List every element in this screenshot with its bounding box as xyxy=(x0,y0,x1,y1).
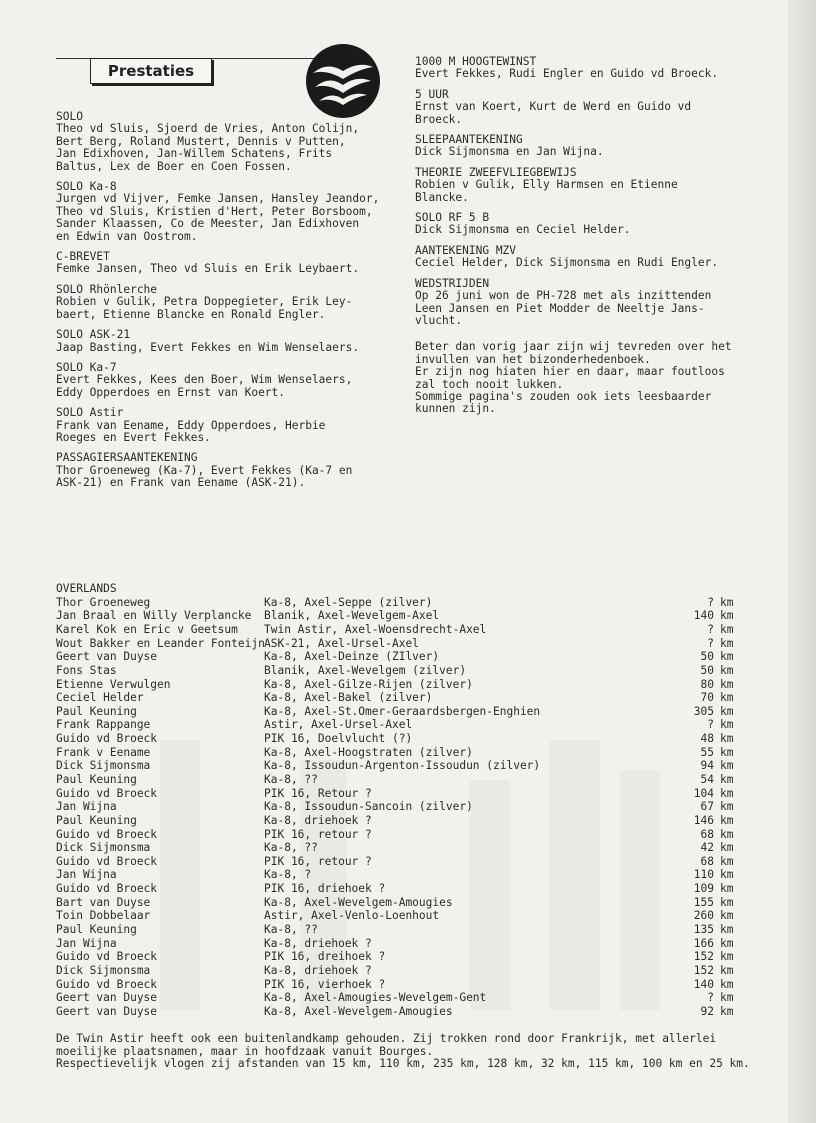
section-solo-rf5b xyxy=(415,212,760,237)
section-text: Jurgen vd Vijver, Femke Jansen, Hansley Jeandor, Theo vd Sluis, Kristien d'Hert, Peter Borsboom, Sander Klaassen, Co de Meester, Jan Edixhoven en Edwin van Oostrom. xyxy=(56,192,380,243)
distance-unit: km xyxy=(720,1004,734,1018)
distance-unit: km xyxy=(720,663,734,677)
table-row xyxy=(56,950,756,964)
flight-distance: 68 xyxy=(700,854,714,868)
table-row xyxy=(56,664,756,678)
pilot-name: Guido vd Broeck xyxy=(56,882,158,896)
pilot-name: Guido vd Broeck xyxy=(56,854,158,868)
section-heading: THEORIE ZWEEFVLIEGBEWIJS xyxy=(415,165,577,179)
table-row xyxy=(56,964,756,978)
flight-distance: 152 xyxy=(693,950,714,964)
distance-unit: km xyxy=(720,595,734,609)
flight-route: Ka-8, Axel-Seppe (zilver) xyxy=(264,595,433,609)
distance-unit: km xyxy=(720,786,734,800)
distance-unit: km xyxy=(720,813,734,827)
distance-unit: km xyxy=(720,677,734,691)
flight-route: Twin Astir, Axel-Woensdrecht-Axel xyxy=(264,622,487,636)
flight-distance: 42 xyxy=(700,841,714,855)
section-passagiersaantekening xyxy=(56,452,406,489)
flight-route: Ka-8, Issoudun-Argenton-Issoudun (zilver) xyxy=(264,759,541,773)
section-solo xyxy=(56,111,406,173)
table-row xyxy=(56,732,756,746)
distance-unit: km xyxy=(720,841,734,855)
flight-route: Ka-8, Axel-Wevelgem-Amougies xyxy=(264,1004,453,1018)
distance-unit: km xyxy=(720,650,734,664)
flight-distance: 155 xyxy=(693,895,714,909)
distance-unit: km xyxy=(720,609,734,623)
section-text: Evert Fekkes, Kees den Boer, Wim Wenselaers, Eddy Opperdoes en Ernst van Koert. xyxy=(56,373,353,399)
section-c-brevet xyxy=(56,251,406,276)
section-text: Femke Jansen, Theo vd Sluis en Erik Leybaert. xyxy=(56,262,360,276)
distance-unit: km xyxy=(720,991,734,1005)
distance-unit: km xyxy=(720,772,734,786)
flight-distance: 55 xyxy=(700,745,714,759)
table-row xyxy=(56,855,756,869)
table-row xyxy=(56,596,756,610)
pilot-name: Paul Keuning xyxy=(56,923,137,937)
distance-unit: km xyxy=(720,759,734,773)
pilot-name: Bart van Duyse xyxy=(56,895,151,909)
section-mzv xyxy=(415,245,760,270)
distance-unit: km xyxy=(720,704,734,718)
left-column xyxy=(56,111,406,498)
pilot-name: Guido vd Broeck xyxy=(56,732,158,746)
flight-route: Astir, Axel-Ursel-Axel xyxy=(264,718,413,732)
right-column xyxy=(415,56,760,416)
section-heading: AANTEKENING MZV xyxy=(415,243,517,257)
flight-route: Ka-8, Axel-Amougies-Wevelgem-Gent xyxy=(264,991,487,1005)
pilot-name: Paul Keuning xyxy=(56,704,137,718)
flight-route: Ka-8, ? xyxy=(264,868,312,882)
paragraph-line: invullen van het bizonderhedenboek. xyxy=(415,352,651,366)
section-text: Ceciel Helder, Dick Sijmonsma en Rudi Engler. xyxy=(415,256,719,270)
table-row xyxy=(56,1005,756,1019)
flight-route: Astir, Axel-Venlo-Loenhout xyxy=(264,909,440,923)
table-row xyxy=(56,841,756,855)
section-heading: SOLO ASK-21 xyxy=(56,328,131,342)
distance-unit: km xyxy=(720,977,734,991)
flight-route: Blanik, Axel-Wevelgem-Axel xyxy=(264,609,440,623)
flight-distance: 92 xyxy=(700,1004,714,1018)
paragraph-line: Beter dan vorig jaar zijn wij tevreden over het xyxy=(415,340,732,354)
distance-unit: km xyxy=(720,622,734,636)
distance-unit: km xyxy=(720,854,734,868)
pilot-name: Etienne Verwulgen xyxy=(56,677,171,691)
distance-unit: km xyxy=(720,800,734,814)
table-row xyxy=(56,868,756,882)
flight-distance: 50 xyxy=(700,650,714,664)
section-solo-rhonlerche xyxy=(56,284,406,321)
flight-route: Ka-8, ?? xyxy=(264,923,318,937)
section-title-tab: Prestaties xyxy=(90,58,212,84)
flight-distance: ? xyxy=(707,718,714,732)
flight-distance: 48 xyxy=(700,732,714,746)
pilot-name: Jan Wijna xyxy=(56,936,117,950)
section-heading: SOLO Ka-7 xyxy=(56,360,117,374)
flight-route: PIK 16, Doelvlucht (?) xyxy=(264,732,413,746)
footer-line: moeilijke plaatsnamen, maar in hoofdzaak vanuit Bourges. xyxy=(56,1044,434,1058)
pilot-name: Guido vd Broeck xyxy=(56,950,158,964)
section-solo-ka7 xyxy=(56,362,406,399)
section-heading: WEDSTRIJDEN xyxy=(415,276,490,290)
section-text: Jaap Basting, Evert Fekkes en Wim Wenselaers. xyxy=(56,340,360,354)
distance-unit: km xyxy=(720,691,734,705)
section-text: Ernst van Koert, Kurt de Werd en Guido vd Broeck. xyxy=(415,100,692,126)
distance-unit: km xyxy=(720,745,734,759)
flight-distance: 50 xyxy=(700,663,714,677)
section-solo-astir xyxy=(56,407,406,444)
distance-unit: km xyxy=(720,909,734,923)
table-row xyxy=(56,978,756,992)
flight-route: Ka-8, Axel-St.Omer-Geraardsbergen-Enghien xyxy=(264,704,541,718)
distance-unit: km xyxy=(720,936,734,950)
table-row xyxy=(56,773,756,787)
pilot-name: Dick Sijmonsma xyxy=(56,759,151,773)
distance-unit: km xyxy=(720,827,734,841)
section-solo-ask21 xyxy=(56,329,406,354)
distance-unit: km xyxy=(720,950,734,964)
pilot-name: Jan Braal en Willy Verplancke xyxy=(56,609,252,623)
pilot-name: Frank Rappange xyxy=(56,718,151,732)
section-heading: SOLO Ka-8 xyxy=(56,180,117,194)
flight-route: Ka-8, driehoek ? xyxy=(264,813,372,827)
section-heading: PASSAGIERSAANTEKENING xyxy=(56,451,198,465)
paragraph-line: Er zijn nog hiaten hier en daar, maar foutloos xyxy=(415,365,725,379)
pilot-name: Thor Groeneweg xyxy=(56,595,151,609)
table-row xyxy=(56,650,756,664)
table-row xyxy=(56,882,756,896)
distance-unit: km xyxy=(720,732,734,746)
section-text: Robien v Gulik, Elly Harmsen en Etienne Blancke. xyxy=(415,178,678,204)
table-row xyxy=(56,718,756,732)
pilot-name: Guido vd Broeck xyxy=(56,977,158,991)
paragraph-line: zal toch nooit lukken. xyxy=(415,377,564,391)
flight-distance: 140 xyxy=(693,977,714,991)
pilot-name: Jan Wijna xyxy=(56,868,117,882)
table-row xyxy=(56,678,756,692)
pilot-name: Geert van Duyse xyxy=(56,991,158,1005)
table-row xyxy=(56,909,756,923)
pilot-name: Toin Dobbelaar xyxy=(56,909,151,923)
overlands-rows xyxy=(56,596,756,1019)
distance-unit: km xyxy=(720,718,734,732)
flight-route: Ka-8, Issoudun-Sancoin (zilver) xyxy=(264,800,473,814)
flight-route: Ka-8, Axel-Hoogstraten (zilver) xyxy=(264,745,473,759)
flight-distance: 80 xyxy=(700,677,714,691)
flight-route: Blanik, Axel-Wevelgem (zilver) xyxy=(264,663,467,677)
section-heading: SLEEPAANTEKENING xyxy=(415,133,523,147)
section-5-uur xyxy=(415,89,760,126)
flight-route: Ka-8, ?? xyxy=(264,772,318,786)
distance-unit: km xyxy=(720,636,734,650)
flight-distance: ? xyxy=(707,622,714,636)
page-edge xyxy=(788,0,816,1123)
flight-distance: 68 xyxy=(700,827,714,841)
pilot-name: Geert van Duyse xyxy=(56,1004,158,1018)
flight-distance: 104 xyxy=(693,786,714,800)
flight-distance: 305 xyxy=(693,704,714,718)
section-text: Theo vd Sluis, Sjoerd de Vries, Anton Colijn, Bert Berg, Roland Mustert, Dennis v Putten, Jan Edixhoven, Jan-Willem Schatens, Frits Baltus, Lex de Boer en Coen Fossen. xyxy=(56,122,360,173)
table-row xyxy=(56,991,756,1005)
table-row xyxy=(56,814,756,828)
flight-route: Ka-8, Axel-Gilze-Rijen (zilver) xyxy=(264,677,473,691)
table-row xyxy=(56,691,756,705)
section-solo-ka8 xyxy=(56,181,406,243)
flight-distance: 135 xyxy=(693,923,714,937)
table-row xyxy=(56,937,756,951)
flight-distance: 260 xyxy=(693,909,714,923)
table-row xyxy=(56,923,756,937)
flight-distance: 54 xyxy=(700,772,714,786)
table-row xyxy=(56,609,756,623)
overlands-table xyxy=(56,582,756,1019)
section-text: Frank van Eename, Eddy Opperdoes, Herbie Roeges en Evert Fekkes. xyxy=(56,418,326,444)
section-wedstrijden xyxy=(415,278,760,328)
pilot-name: Jan Wijna xyxy=(56,800,117,814)
flight-distance: 109 xyxy=(693,882,714,896)
distance-unit: km xyxy=(720,868,734,882)
overlands-heading: OVERLANDS xyxy=(56,582,117,595)
table-row xyxy=(56,828,756,842)
flight-distance: ? xyxy=(707,991,714,1005)
section-sleepaantekening xyxy=(415,134,760,159)
section-heading: SOLO RF 5 B xyxy=(415,211,490,225)
section-text: Evert Fekkes, Rudi Engler en Guido vd Broeck. xyxy=(415,67,719,81)
flight-route: PIK 16, dreihoek ? xyxy=(264,950,386,964)
pilot-name: Ceciel Helder xyxy=(56,691,144,705)
pilot-name: Frank v Eename xyxy=(56,745,151,759)
flight-distance: ? xyxy=(707,636,714,650)
section-heading: 1000 M HOOGTEWINST xyxy=(415,55,537,68)
flight-route: PIK 16, retour ? xyxy=(264,827,372,841)
section-text: Thor Groeneweg (Ka-7), Evert Fekkes (Ka-7 en ASK-21) en Frank van Eename (ASK-21). xyxy=(56,463,353,490)
section-text: Op 26 juni won de PH-728 met als inzittenden Leen Jansen en Piet Modder de Neeltje Jans- vlucht. xyxy=(415,289,712,327)
table-row xyxy=(56,787,756,801)
flight-route: ASK-21, Axel-Ursel-Axel xyxy=(264,636,419,650)
pilot-name: Karel Kok en Eric v Geetsum xyxy=(56,622,238,636)
pilot-name: Paul Keuning xyxy=(56,813,137,827)
flight-route: Ka-8, driehoek ? xyxy=(264,936,372,950)
pilot-name: Wout Bakker en Leander Fonteijn xyxy=(56,636,265,650)
flight-distance: 70 xyxy=(700,691,714,705)
section-heading: SOLO Astir xyxy=(56,406,124,420)
table-row xyxy=(56,637,756,651)
flight-distance: 110 xyxy=(693,868,714,882)
pilot-name: Geert van Duyse xyxy=(56,650,158,664)
pilot-name: Fons Stas xyxy=(56,663,117,677)
section-heading: C-BREVET xyxy=(56,250,110,264)
table-row xyxy=(56,759,756,773)
flight-distance: 146 xyxy=(693,813,714,827)
flight-distance: 140 xyxy=(693,609,714,623)
section-heading: 5 UUR xyxy=(415,87,449,101)
footer-line: De Twin Astir heeft ook een buitenlandkamp gehouden. Zij trokken rond door Frankrijk, met allerlei xyxy=(56,1032,717,1045)
pilot-name: Guido vd Broeck xyxy=(56,827,158,841)
table-row xyxy=(56,705,756,719)
pilot-name: Paul Keuning xyxy=(56,772,137,786)
pilot-name: Dick Sijmonsma xyxy=(56,963,151,977)
distance-unit: km xyxy=(720,963,734,977)
flight-route: PIK 16, retour ? xyxy=(264,854,372,868)
flight-route: PIK 16, driehoek ? xyxy=(264,882,386,896)
section-heading: SOLO Rhönlerche xyxy=(56,282,158,296)
section-theorie xyxy=(415,167,760,204)
paragraph-line: kunnen zijn. xyxy=(415,402,496,416)
footer-note xyxy=(56,1033,756,1071)
table-row xyxy=(56,746,756,760)
flight-route: PIK 16, Retour ? xyxy=(264,786,372,800)
flight-route: Ka-8, Axel-Bakel (zilver) xyxy=(264,691,433,705)
section-text: Dick Sijmonsma en Ceciel Helder. xyxy=(415,223,631,237)
distance-unit: km xyxy=(720,923,734,937)
flight-route: Ka-8, driehoek ? xyxy=(264,963,372,977)
flight-route: Ka-8, Axel-Wevelgem-Amougies xyxy=(264,895,453,909)
section-hoogtewinst xyxy=(415,56,760,81)
flight-distance: 166 xyxy=(693,936,714,950)
pilot-name: Dick Sijmonsma xyxy=(56,841,151,855)
flight-route: Ka-8, ?? xyxy=(264,841,318,855)
paragraph-line: Sommige pagina's zouden ook iets leesbaarder xyxy=(415,389,712,403)
section-text: Robien v Gulik, Petra Doppegieter, Erik Ley- baert, Etienne Blancke en Ronald Engler. xyxy=(56,295,353,321)
distance-unit: km xyxy=(720,882,734,896)
flight-distance: ? xyxy=(707,595,714,609)
footer-line: Respectievelijk vlogen zij afstanden van 15 km, 110 km, 235 km, 128 km, 32 km, 115 km, 100 km en 25 km. xyxy=(56,1057,750,1070)
section-heading: SOLO xyxy=(56,110,83,123)
pilot-name: Guido vd Broeck xyxy=(56,786,158,800)
table-row xyxy=(56,623,756,637)
flight-distance: 152 xyxy=(693,963,714,977)
section-text: Dick Sijmonsma en Jan Wijna. xyxy=(415,145,604,159)
flight-route: PIK 16, vierhoek ? xyxy=(264,977,386,991)
flight-distance: 94 xyxy=(700,759,714,773)
table-row xyxy=(56,896,756,910)
flight-route: Ka-8, Axel-Deinze (ZIlver) xyxy=(264,650,440,664)
distance-unit: km xyxy=(720,895,734,909)
flight-distance: 67 xyxy=(700,800,714,814)
closing-paragraph xyxy=(415,341,760,415)
table-row xyxy=(56,800,756,814)
gliding-birds-emblem-icon xyxy=(305,43,381,119)
